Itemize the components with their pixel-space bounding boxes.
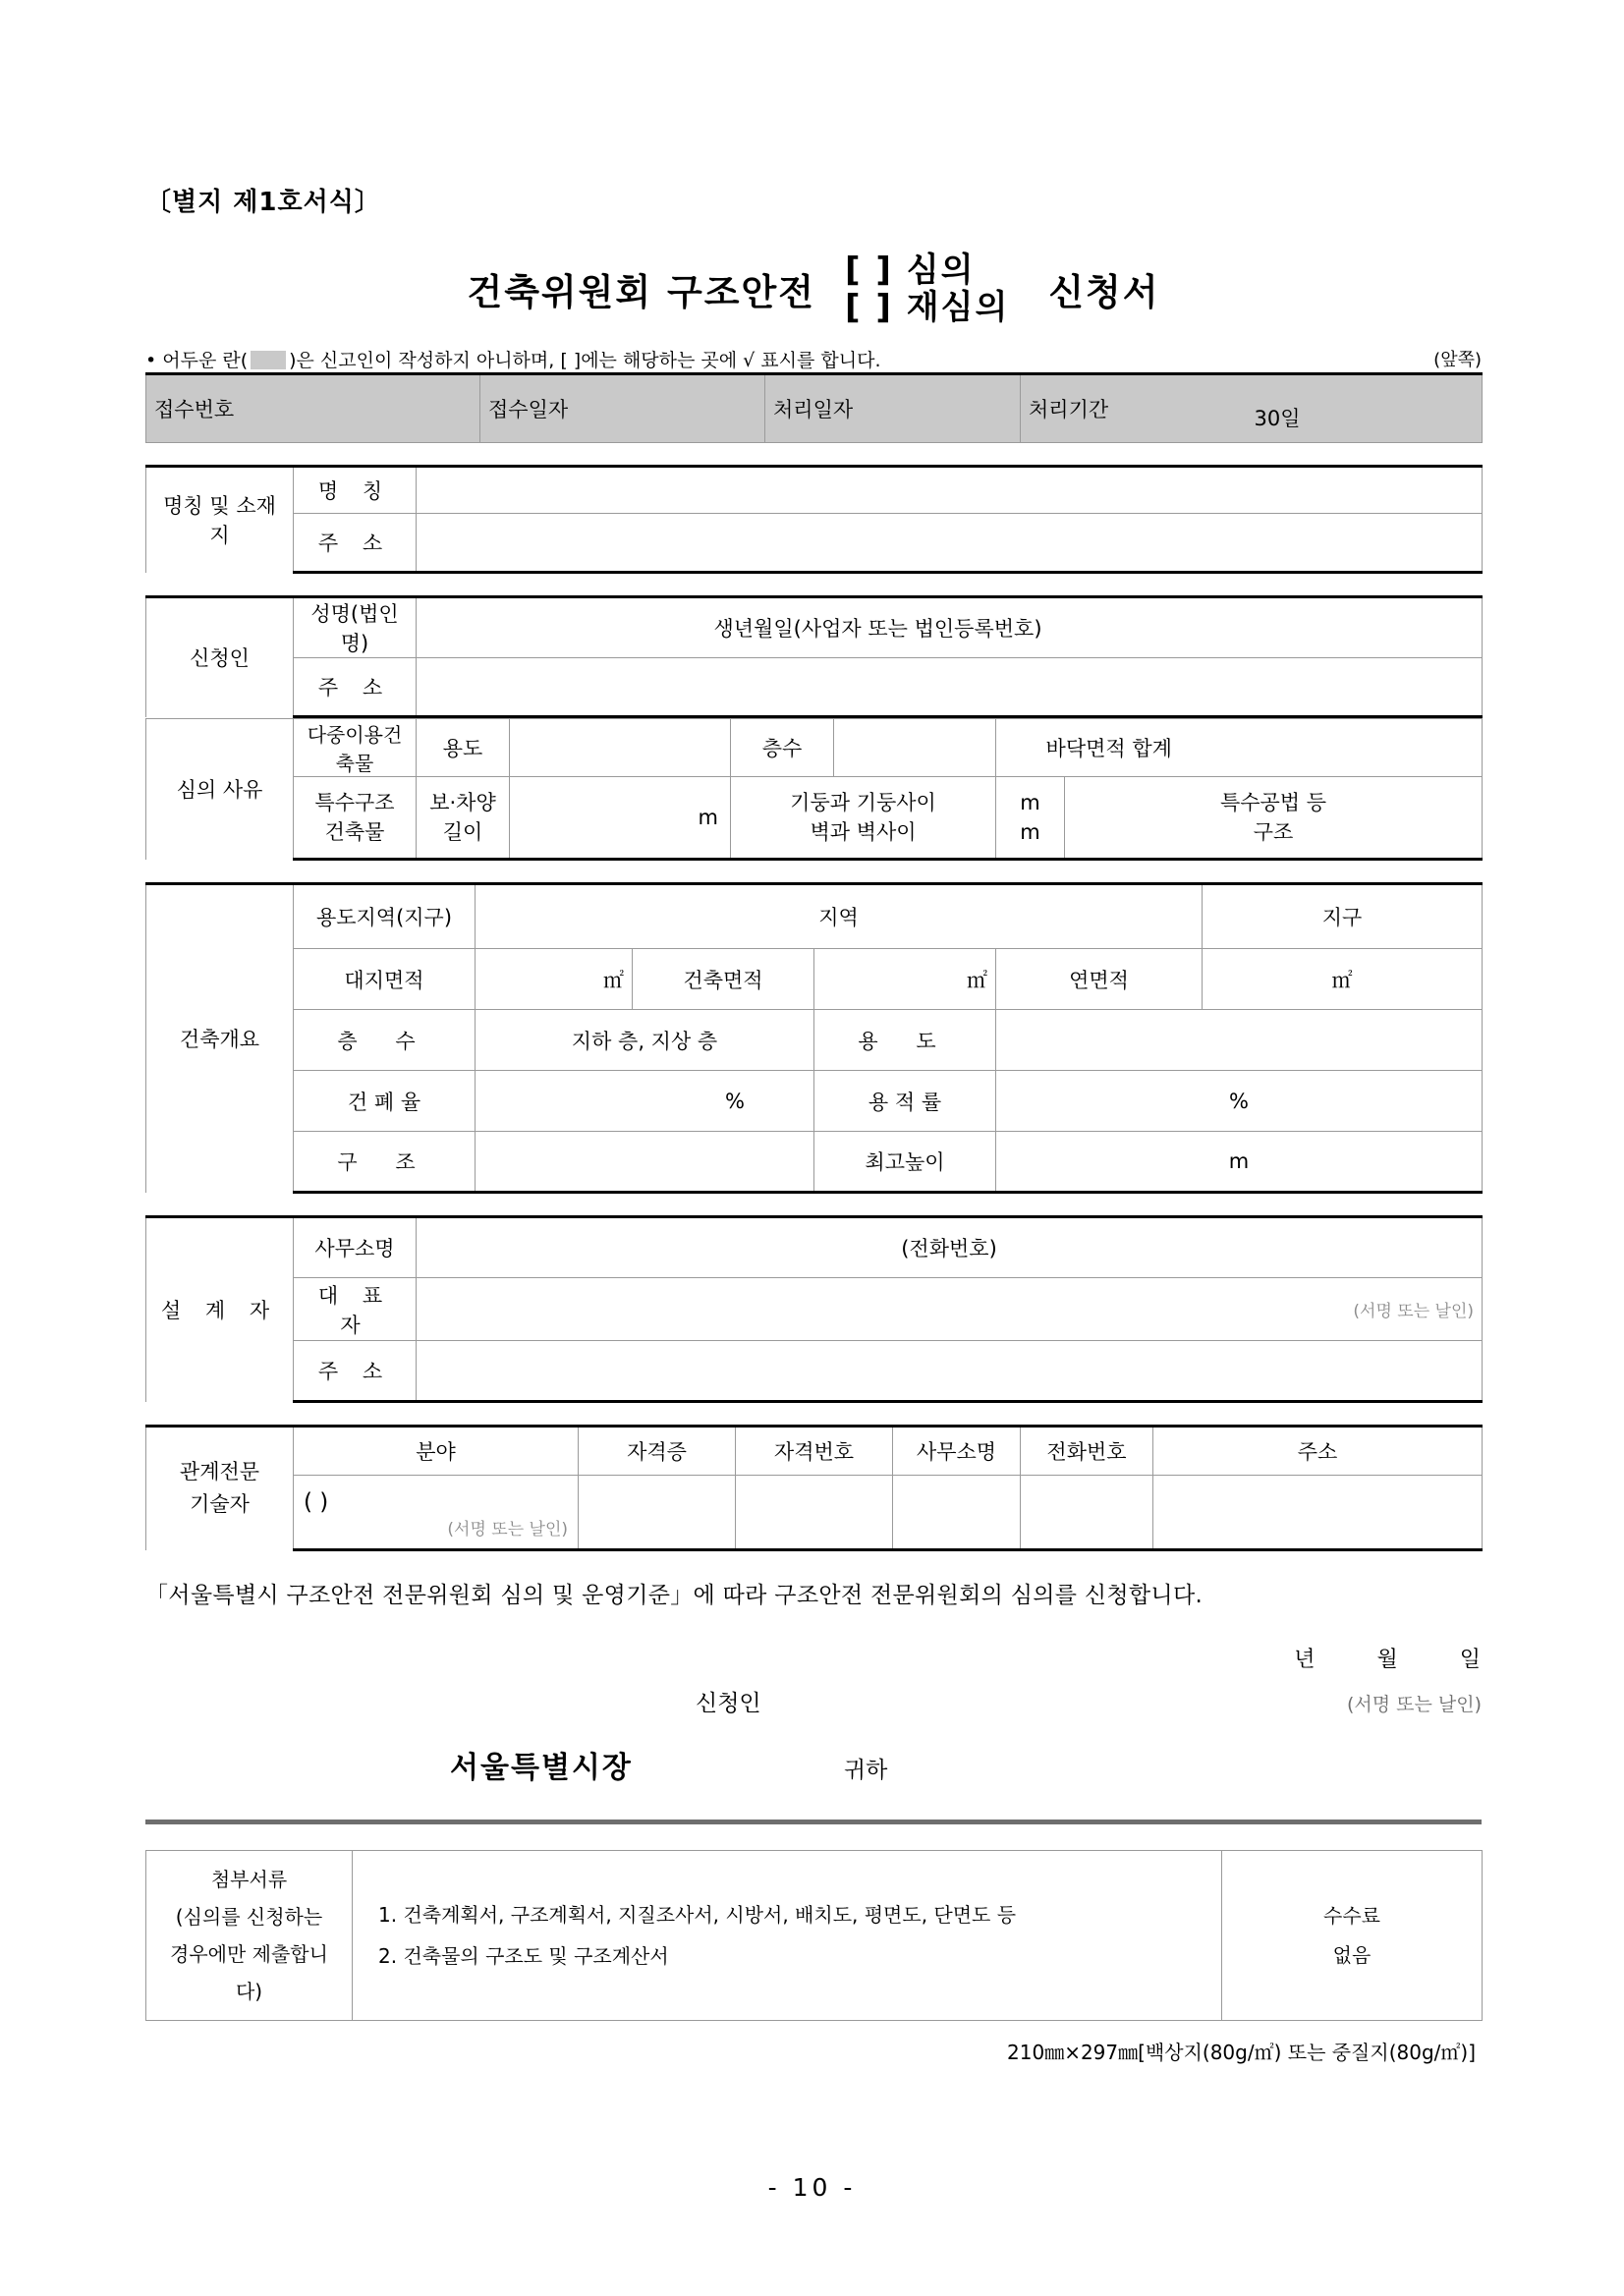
review-reason-table	[145, 718, 1483, 861]
designer-rep-label: 대 표 자	[294, 1278, 417, 1341]
mayor-title: 서울특별시장	[450, 1751, 633, 1786]
applicant-section-label: 신청인	[146, 597, 294, 717]
honorific-label: 귀하	[843, 1758, 888, 1784]
applicant-table	[145, 595, 1483, 718]
title-choice-simui[interactable]: [ ] 심의	[845, 251, 976, 290]
zone-label: 용도지역(지구)	[294, 884, 476, 949]
applicant-name-label: 성명(법인명)	[294, 597, 417, 658]
form-sheet	[145, 182, 1482, 2065]
process-period-label: 처리기간	[1029, 398, 1109, 422]
applicant-signature-label: 신청인	[696, 1691, 761, 1717]
note-prefix: • 어두운 란(	[145, 350, 249, 372]
floors-value[interactable]: 지하 층, 지상 층	[476, 1010, 814, 1071]
title-main-text: 건축위원회 구조안전	[467, 271, 816, 314]
receipt-number-label: 접수번호	[154, 398, 235, 422]
multi-use-use-input[interactable]	[510, 719, 731, 777]
fill-instruction-note	[145, 346, 881, 372]
name-location-section-label: 명칭 및 소재지	[146, 467, 294, 573]
title-choice-jaesimui[interactable]: [ ] 재심의	[845, 288, 1010, 328]
multi-use-building-label: 다중이용건축물	[294, 719, 417, 777]
designer-table	[145, 1215, 1483, 1403]
receipt-date-label: 접수일자	[488, 398, 569, 422]
designer-seal-label: (서명 또는 날인)	[1353, 1302, 1474, 1322]
zone-district-cell[interactable]: 지구	[1203, 884, 1483, 949]
attachment-item: 1. 건축계획서, 구조계획서, 지질조사서, 시방서, 배치도, 평면도, 단면도 등	[378, 1903, 1017, 1928]
form-title	[145, 252, 1482, 326]
designer-office-label: 사무소명	[294, 1217, 417, 1278]
name-row-label: 명 칭	[294, 467, 417, 514]
paper-specification-note: 210㎜×297㎜[백상지(80g/㎡) 또는 중질지(80g/㎡)]	[1007, 2041, 1476, 2065]
column-wall-span-label: 기둥과 기둥사이 벽과 벽사이	[731, 777, 996, 860]
engineer-col-field: 분야	[294, 1427, 579, 1476]
page-side-note: (앞쪽)	[1433, 350, 1482, 371]
engineer-field-parens: ( )	[304, 1489, 329, 1515]
building-area-label: 건축면적	[633, 949, 814, 1010]
fee-cell	[1222, 1851, 1483, 2021]
mayor-line	[145, 1743, 1482, 1786]
engineer-address-input[interactable]	[1153, 1476, 1483, 1550]
engineer-col-office: 사무소명	[893, 1427, 1021, 1476]
applicant-birth-label: 생년월일(사업자 또는 법인등록번호)	[647, 597, 1109, 658]
designer-address-input[interactable]	[417, 1341, 1483, 1402]
applicant-signature-line	[145, 1685, 1482, 1717]
footer-divider	[145, 1820, 1482, 1824]
multi-use-floors-label: 층수	[731, 719, 834, 777]
engineer-license-input[interactable]	[579, 1476, 736, 1550]
date-line	[145, 1643, 1482, 1673]
floor-area-total-label: 바닥면적 합계	[996, 719, 1222, 777]
building-use-label: 용 도	[814, 1010, 996, 1071]
multi-use-floors-input[interactable]	[834, 719, 996, 777]
process-date-label: 처리일자	[773, 398, 854, 422]
building-use-input[interactable]	[996, 1010, 1483, 1071]
total-floor-area-unit: ㎡	[1203, 949, 1483, 1010]
receipt-table	[145, 372, 1483, 443]
engineer-section-label: 관계전문 기술자	[146, 1427, 294, 1550]
engineer-license-no-input[interactable]	[736, 1476, 893, 1550]
structure-label: 구 조	[294, 1132, 476, 1193]
attachments-table	[145, 1850, 1483, 2021]
process-period-cell	[1021, 374, 1247, 443]
designer-rep-input[interactable]	[417, 1278, 1483, 1341]
site-area-unit: ㎡	[476, 949, 633, 1010]
floor-area-total-input[interactable]	[1222, 719, 1483, 777]
coverage-ratio-label: 건 폐 율	[294, 1071, 476, 1132]
far-unit[interactable]: %	[996, 1071, 1483, 1132]
applicant-name-input[interactable]	[417, 597, 647, 658]
name-location-table	[145, 465, 1483, 574]
attachment-section-label: 첨부서류 (심의를 신청하는 경우에만 제출합니다)	[146, 1851, 353, 2021]
max-height-unit[interactable]: m	[996, 1132, 1483, 1193]
attachment-item: 2. 건축물의 구조도 및 구조계산서	[378, 1944, 669, 1969]
zone-area-cell[interactable]: 지역	[476, 884, 1203, 949]
location-value-input[interactable]	[417, 514, 1483, 573]
note-suffix: )은 신고인이 작성하지 아니하며, [ ]에는 해당하는 곳에 √ 표시를 합니다.	[289, 350, 881, 372]
fee-value: 없음	[1332, 1943, 1372, 1968]
designer-section-label: 설 계 자	[146, 1217, 294, 1402]
beam-length-unit: m	[510, 777, 731, 860]
name-value-input[interactable]	[417, 467, 1483, 514]
engineer-col-phone: 전화번호	[1021, 1427, 1153, 1476]
special-structure-label: 특수구조 건축물	[294, 777, 417, 860]
month-label: 월	[1376, 1648, 1399, 1673]
structure-input[interactable]	[476, 1132, 814, 1193]
review-reason-section-label: 심의 사유	[146, 719, 294, 860]
title-choice-group	[845, 252, 1009, 326]
receipt-date-cell[interactable]	[480, 374, 765, 443]
process-date-cell[interactable]	[765, 374, 1021, 443]
engineer-seal-label: (서명 또는 날인)	[447, 1520, 568, 1540]
applicant-seal-label: (서명 또는 날인)	[1346, 1694, 1482, 1716]
far-label: 용 적 률	[814, 1071, 996, 1132]
applicant-birth-input[interactable]	[1109, 597, 1483, 658]
coverage-ratio-unit[interactable]: %	[476, 1071, 814, 1132]
applicant-address-label: 주 소	[294, 658, 417, 717]
engineer-phone-input[interactable]	[1021, 1476, 1153, 1550]
beam-canopy-length-label: 보·차양 길이	[417, 777, 510, 860]
engineer-col-address: 주소	[1153, 1427, 1483, 1476]
fee-label: 수수료	[1323, 1904, 1380, 1929]
engineer-field-input[interactable]	[294, 1476, 579, 1550]
receipt-number-cell[interactable]	[146, 374, 480, 443]
multi-use-use-label: 용도	[417, 719, 510, 777]
dark-field-swatch	[251, 351, 286, 369]
designer-address-label: 주 소	[294, 1341, 417, 1402]
page-number: - 10 -	[767, 2173, 857, 2202]
designer-phone-cell[interactable]: (전화번호)	[417, 1217, 1483, 1278]
site-area-label: 대지면적	[294, 949, 476, 1010]
title-tail-text: 신청서	[1048, 271, 1160, 314]
year-label: 년	[1294, 1648, 1316, 1673]
span-units: m m	[996, 777, 1065, 860]
engineer-office-input[interactable]	[893, 1476, 1021, 1550]
day-label: 일	[1459, 1648, 1482, 1673]
process-period-value-cell	[1247, 374, 1483, 443]
floors-label: 층 수	[294, 1010, 476, 1071]
building-area-unit: ㎡	[814, 949, 996, 1010]
engineer-col-license-no: 자격번호	[736, 1427, 893, 1476]
attachment-items	[353, 1851, 1222, 2021]
process-period-value: 30일	[1254, 407, 1301, 431]
max-height-label: 최고높이	[814, 1132, 996, 1193]
building-outline-table	[145, 882, 1483, 1194]
engineer-col-license: 자격증	[579, 1427, 736, 1476]
form-number-label: 〔별지 제1호서식〕	[145, 188, 381, 217]
statement-text: 「서울특별시 구조안전 전문위원회 심의 및 운영기준」에 따라 구조안전 전문위원회의 심의를 신청합니다.	[145, 1583, 1204, 1609]
location-row-label: 주 소	[294, 514, 417, 573]
total-floor-area-label: 연면적	[996, 949, 1203, 1010]
building-outline-section-label: 건축개요	[146, 884, 294, 1193]
applicant-address-input[interactable]	[417, 658, 1483, 717]
engineer-table	[145, 1425, 1483, 1551]
special-method-label: 특수공법 등 구조	[1065, 777, 1483, 860]
note-row	[145, 346, 1482, 372]
